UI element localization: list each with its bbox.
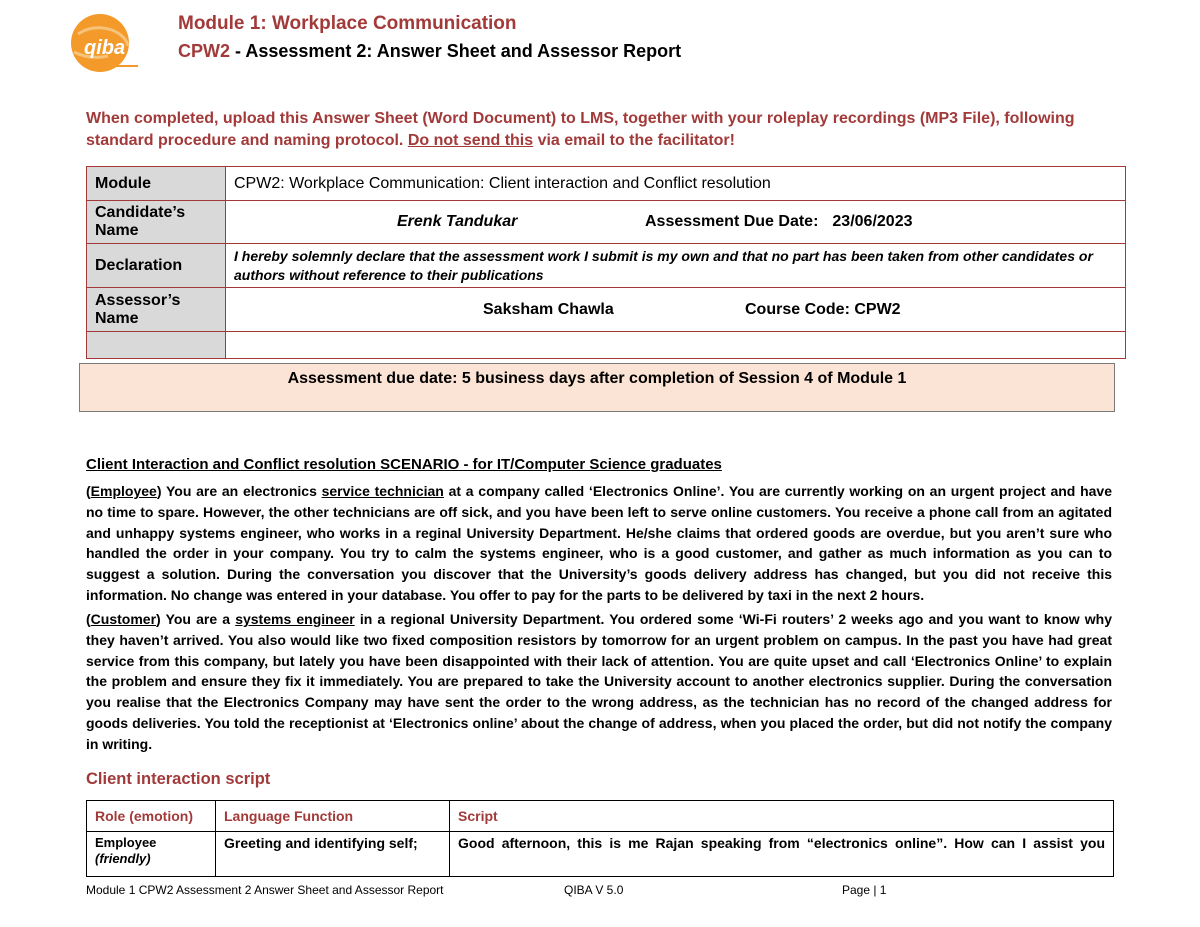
employee-text-1: You are an electronics (161, 483, 322, 499)
employee-paragraph: (Employee) You are an electronics service technician at a company called ‘Electronics Online’. You are currently working on an urgent project and have no time to spare. However, the other technicians are off sick, and you have been left to serve online customers. You receive a phone call from an agitated and unhappy systems engineer, who works in a reginal University Department. He/she claims that ordered goods are overdue, but you aren’t sure who handled the order in your company. You try to calm the systems engineer, who is a good customer, and gather as much information as you can to suggest a solution. During the conversation you discover that the University’s goods delivery address has changed, but you did not receive this information. No change was entered in your database. You offer to pay for the parts to be delivered by taxi in the next 2 hours. (86, 483, 1112, 603)
empty-label-cell (87, 332, 226, 359)
empty-value-cell[interactable] (226, 332, 1126, 359)
header-script: Script (450, 801, 1114, 832)
candidate-info-table (86, 166, 1126, 359)
qiba-logo (68, 12, 138, 74)
module-title: Module 1: Workplace Communication (178, 13, 517, 34)
row-role-emotion: (friendly) (95, 851, 151, 866)
candidate-label: Candidate’s Name (87, 201, 226, 244)
due-date-label: Assessment Due Date: (645, 213, 819, 230)
module-value[interactable]: CPW2: Workplace Communication: Client interaction and Conflict resolution (226, 167, 1126, 201)
row-function: Greeting and identifying self; (216, 832, 450, 877)
due-date-value[interactable]: 23/06/2023 (832, 213, 913, 230)
title-separator: - (230, 41, 246, 61)
customer-text-1: You are a (160, 611, 236, 627)
assessment-title (178, 41, 681, 62)
assessor-label: Assessor’s Name (87, 288, 226, 332)
upload-notice (86, 108, 1116, 152)
logo-text: qiba (84, 37, 126, 59)
header-function: Language Function (216, 801, 450, 832)
declaration-label: Declaration (87, 244, 226, 288)
header-role: Role (emotion) (87, 801, 216, 832)
customer-paragraph: (Customer) You are a systems engineer in a regional University Department. You ordered some ‘Wi-Fi routers’ 2 weeks ago and you want to know why they haven’t arrived. You also would like two fixed composition resistors by tomorrow for an urgent problem on campus. In the past you have had great service from this company, but lately you have been disappointed with their lack of attention. You are quite upset and call ‘Electronics Online’ to explain the problem and ensure they fix it immediately. You are prepared to take the University account to another electronics supplier. During the conversation you realise that the Electronics Company may have sent the order to the wrong address, as the technician has no record of the changed address for goods deliveries. You told the receptionist at ‘Electronics online’ about the change of address, when you placed the order, but did not notify the company in writing. (86, 611, 1112, 752)
row-script[interactable]: Good afternoon, this is me Rajan speaking from “electronics online”. How can I assist you (450, 832, 1114, 877)
candidate-name[interactable]: Erenk Tandukar (397, 213, 518, 230)
notice-underlined: Do not send this (407, 132, 534, 149)
employee-role-term: service technician (321, 483, 444, 499)
scenario-title: Client Interaction and Conflict resolution SCENARIO - for IT/Computer Science graduates (86, 456, 722, 473)
candidate-cell[interactable] (226, 201, 1126, 244)
row-role (87, 832, 216, 877)
assessor-cell[interactable] (226, 288, 1126, 332)
notice-text-end: via email to the facilitator! (533, 132, 735, 149)
footer-page: Page | 1 (842, 883, 887, 897)
customer-role-term: systems engineer (235, 611, 355, 627)
row-role-name: Employee (95, 835, 157, 850)
assessment-due-box: Assessment due date: 5 business days after completion of Session 4 of Module 1 (79, 363, 1115, 412)
assessment-title-text: Assessment 2: Answer Sheet and Assessor Report (245, 41, 682, 61)
customer-role: Customer (90, 611, 157, 627)
customer-text-2: in a regional University Department. You ordered some ‘Wi-Fi routers’ 2 weeks ago and you want to know why they haven’t arrived. You also would like two fixed composition resistors by tomorrow for an urgent problem on campus. In the past you have had great service from this company, but lately you have been disappointed with their lack of attention. You are quite upset and call ‘Electronics Online’ to explain the problem and ensure they fix it immediately. You are prepared to take the University account to another electronics supplier. During the conversation you realise that the Electronics Company may have sent the order to the wrong address, as the technician has no record of the changed address for goods deliveries. You told the receptionist at ‘Electronics online’ about the change of address, when you placed the order, but did not notify the company in writing. (86, 611, 1112, 752)
declaration-text: I hereby solemnly declare that the assessment work I submit is my own and that no part has been taken from other candidates or authors without reference to their publications (226, 244, 1126, 288)
assessor-name[interactable]: Saksham Chawla (483, 300, 614, 318)
course-code: CPW2 (178, 41, 231, 61)
course-code-value[interactable]: Course Code: CPW2 (745, 300, 901, 318)
script-title: Client interaction script (86, 770, 271, 788)
footer-left: Module 1 CPW2 Assessment 2 Answer Sheet and Assessor Report (86, 883, 444, 897)
script-table (86, 800, 1114, 877)
table-row (87, 832, 1114, 877)
employee-role: Employee (90, 483, 157, 499)
module-label: Module (87, 167, 226, 201)
footer-center: QIBA V 5.0 (564, 883, 624, 897)
notice-text: When completed, upload this Answer Sheet (Word Document) to LMS, together with your roleplay recordings (MP3 File), following standard procedure and naming protocol. (86, 110, 1075, 149)
employee-text-2: at a company called ‘Electronics Online’. You are currently working on an urgent project and have no time to spare. However, the other technicians are off sick, and you have been left to serve online customers. You receive a phone call from an agitated and unhappy systems engineer, who works in a reginal University Department. He/she claims that ordered goods are overdue, but you aren’t sure who handled the order in your company. You try to calm the systems engineer, who is a good customer, and gather as much information as you can to suggest a solution. During the conversation you discover that the University’s goods delivery address has changed, but you did not receive this information. No change was entered in your database. You offer to pay for the parts to be delivered by taxi in the next 2 hours. (86, 483, 1112, 603)
